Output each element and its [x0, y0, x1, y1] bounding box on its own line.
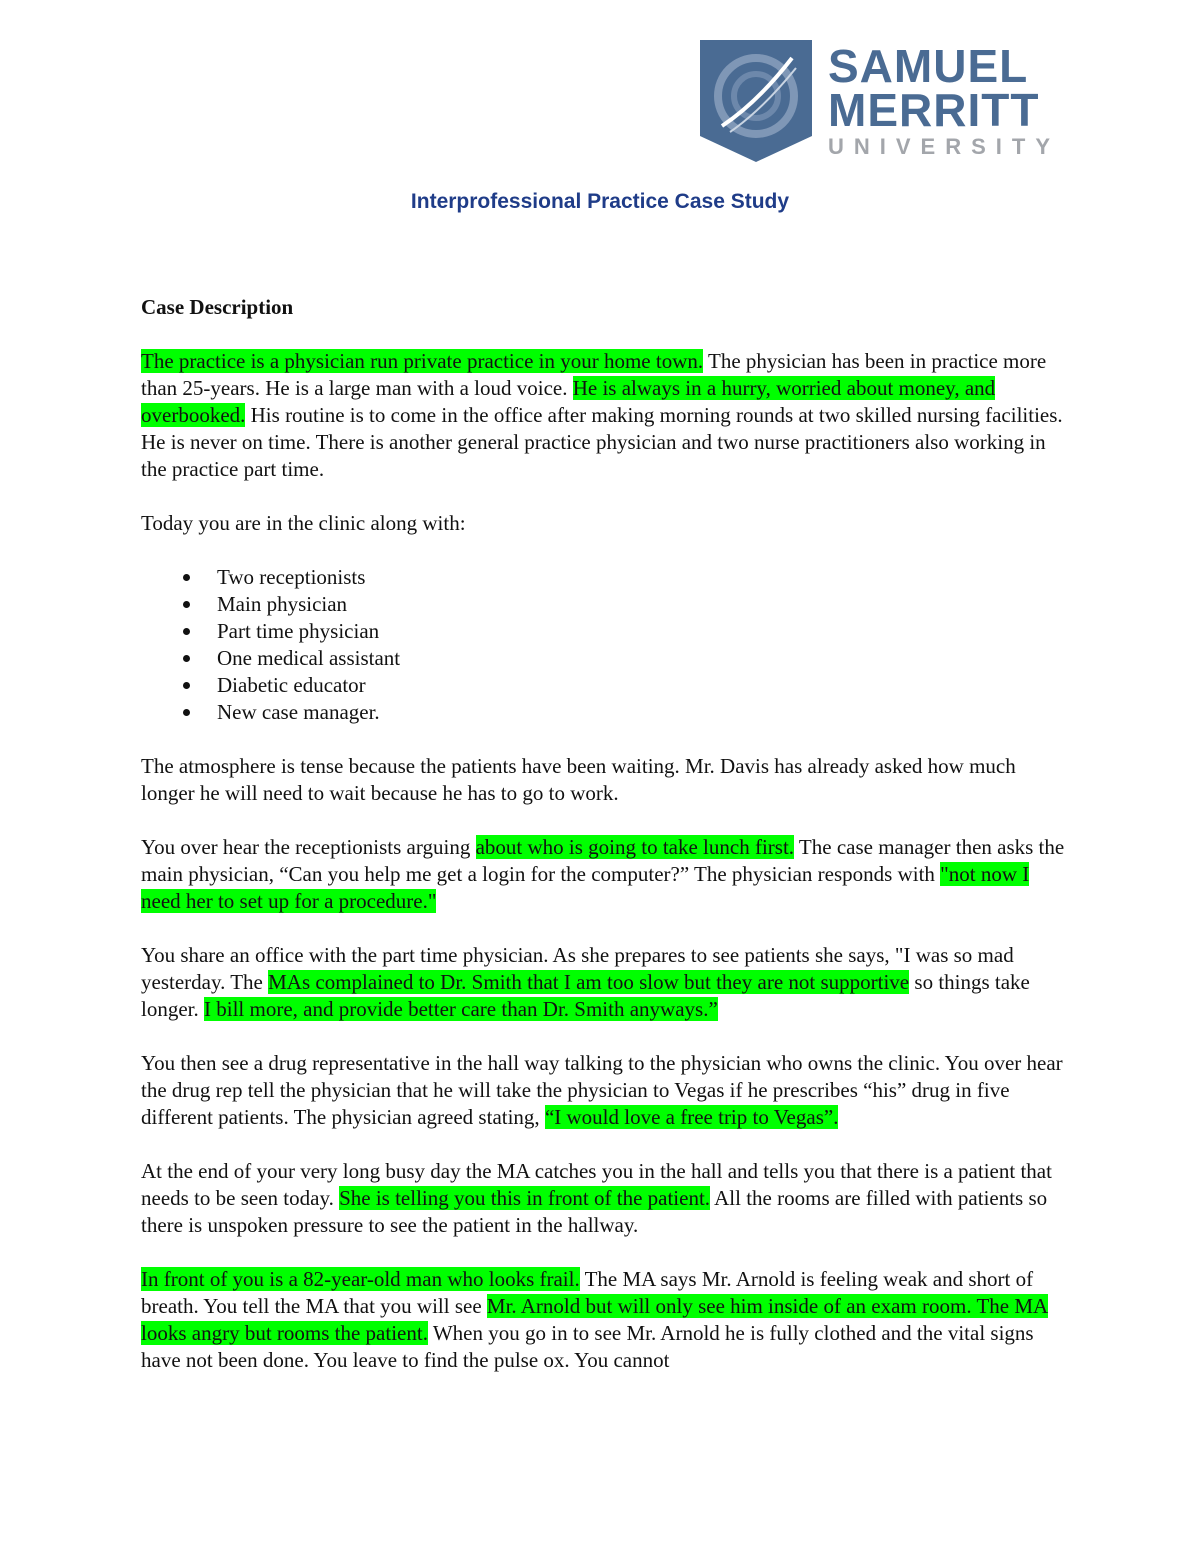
- page-title: Interprofessional Practice Case Study: [410, 190, 790, 213]
- list-item-label: Part time physician: [217, 619, 380, 643]
- paragraph-drug-rep: [141, 1050, 1071, 1131]
- highlight: The practice is a physician run private practice in your home town.: [141, 349, 704, 373]
- list-item: [141, 699, 1071, 726]
- highlight: Mr. Arnold but will only see him inside of an exam room. The MA looks angry but rooms the patient.: [141, 1294, 1049, 1345]
- list-item-label: One medical assistant: [217, 646, 401, 670]
- text: All the rooms are filled with patients so there is unspoken pressure to see the patient in the hallway.: [141, 1186, 1048, 1237]
- text: You over hear the receptionists arguing: [141, 835, 476, 859]
- list-item: [141, 618, 1071, 645]
- bullet-icon: [183, 709, 190, 716]
- highlight: He is always in a hurry, worried about money, and overbooked.: [141, 376, 996, 427]
- text: You share an office with the part time physician. As she prepares to see patients she says, "I was so mad yesterday. The: [141, 943, 1014, 994]
- text: The physician has been in practice more than 25-years. He is a large man with a loud voice.: [141, 349, 1047, 400]
- paragraph-receptionists: [141, 834, 1071, 915]
- list-item-label: Two receptionists: [217, 565, 366, 589]
- text: The MA says Mr. Arnold is feeling weak and short of breath. You tell the MA that you will see: [141, 1267, 1034, 1318]
- logo-text-university: UNIVERSITY: [828, 134, 1061, 159]
- document-body: [141, 294, 1071, 1401]
- list-item: [141, 564, 1071, 591]
- paragraph-part-time-physician: [141, 942, 1071, 1023]
- text: At the end of your very long busy day the MA catches you in the hall and tells you that there is a patient that needs to be seen today.: [141, 1159, 1052, 1210]
- list-item-label: Diabetic educator: [217, 673, 366, 697]
- highlight: She is telling you this in front of the patient.: [339, 1186, 711, 1210]
- bullet-icon: [183, 628, 190, 635]
- highlight: MAs complained to Dr. Smith that I am too slow but they are not supportive: [268, 970, 910, 994]
- paragraph-practice: [141, 348, 1071, 483]
- logo-shield-icon: [700, 40, 812, 162]
- university-logo: [700, 40, 1062, 166]
- highlight: I bill more, and provide better care than Dr. Smith anyways.”: [204, 997, 718, 1021]
- list-item-label: New case manager.: [217, 700, 380, 724]
- paragraph-end-of-day: [141, 1158, 1071, 1239]
- bullet-icon: [183, 655, 190, 662]
- highlight: "not now I need her to set up for a procedure.": [141, 862, 1030, 913]
- paragraph-atmosphere: The atmosphere is tense because the patients have been waiting. Mr. Davis has already asked how much longer he will need to wait because he has to go to work.: [141, 754, 1016, 805]
- text: When you go in to see Mr. Arnold he is fully clothed and the vital signs have not been done. You leave to find the pulse ox. You cannot: [141, 1321, 1034, 1372]
- list-item-label: Main physician: [217, 592, 348, 616]
- list-item: [141, 645, 1071, 672]
- roles-list: [141, 564, 1071, 726]
- text: so things take longer.: [141, 970, 1030, 1021]
- bullet-icon: [183, 574, 190, 581]
- paragraph-mr-arnold: [141, 1266, 1071, 1374]
- list-item: [141, 591, 1071, 618]
- text: His routine is to come in the office after making morning rounds at two skilled nursing facilities. He is never on time. There is another general practice physician and two nurse practitioners also working in the practice part time.: [141, 403, 1063, 481]
- bullet-icon: [183, 601, 190, 608]
- highlight: about who is going to take lunch first.: [475, 835, 795, 859]
- paragraph-clinic-intro: Today you are in the clinic along with:: [141, 511, 466, 535]
- bullet-icon: [183, 682, 190, 689]
- logo-text-merritt: MERRITT: [828, 84, 1040, 136]
- list-item: [141, 672, 1071, 699]
- highlight: “I would love a free trip to Vegas”.: [544, 1105, 839, 1129]
- section-heading: Case Description: [141, 295, 294, 319]
- text: The case manager then asks the main physician, “Can you help me get a login for the computer?” The physician responds with: [141, 835, 1065, 886]
- text: You then see a drug representative in the hall way talking to the physician who owns the clinic. You over hear the drug rep tell the physician that he will take the physician to Vegas if he prescribes “his” drug in five different patients. The physician agreed stating,: [141, 1051, 1063, 1129]
- highlight: In front of you is a 82-year-old man who looks frail.: [141, 1267, 580, 1291]
- logo-text-samuel: SAMUEL: [828, 40, 1029, 92]
